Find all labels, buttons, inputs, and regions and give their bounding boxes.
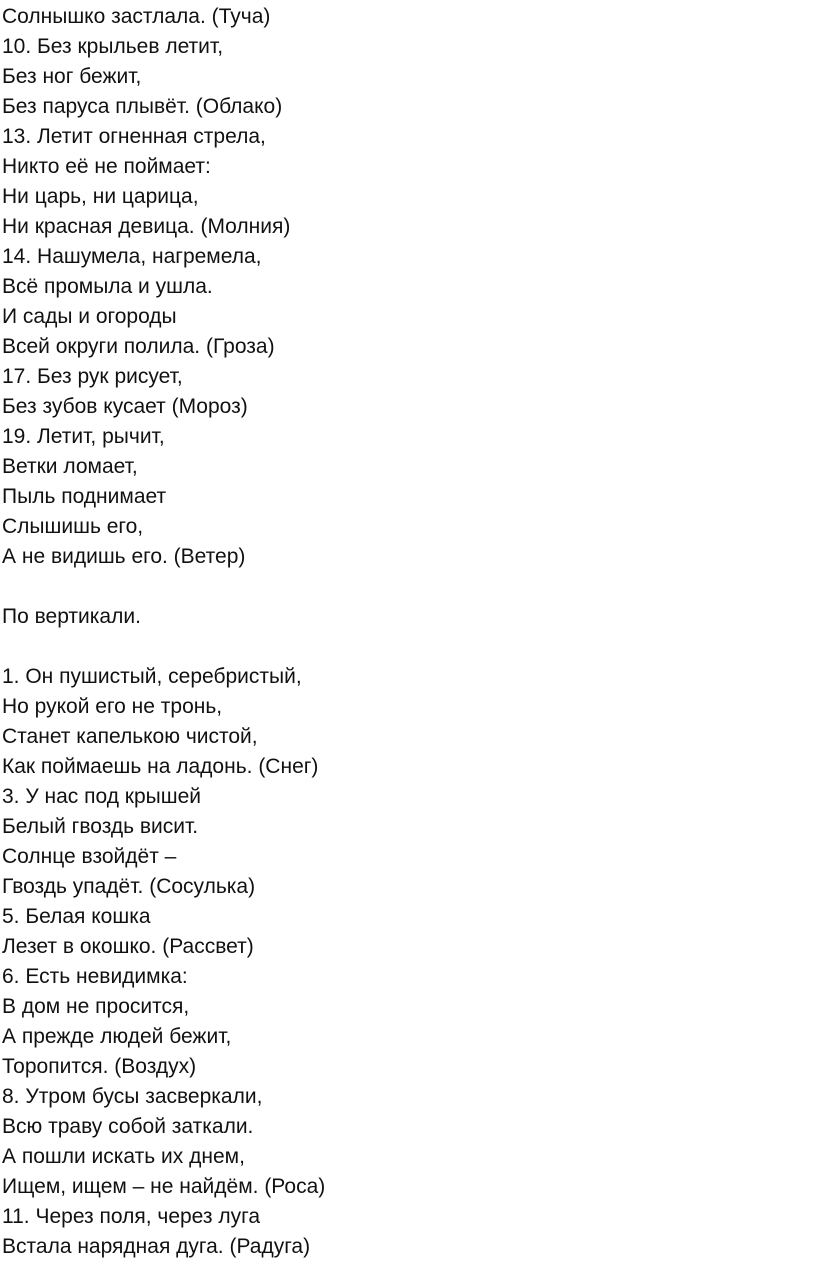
document-page <box>2 2 812 1262</box>
text-line: 13. Летит огненная стрела, <box>2 125 266 148</box>
blank-line <box>2 632 812 662</box>
text-line: Станет капелькою чистой, <box>2 725 258 748</box>
text-line: Солнце взойдёт – <box>2 845 177 868</box>
text-line: Гвоздь упадёт. (Сосулька) <box>2 875 256 898</box>
riddles-block-1 <box>2 2 812 572</box>
text-line: Торопится. (Воздух) <box>2 1055 197 1078</box>
text-line: Ни царь, ни царица, <box>2 185 199 208</box>
text-line: Пыль поднимает <box>2 485 167 508</box>
text-line: Встала нарядная дуга. (Радуга) <box>2 1235 311 1258</box>
text-line: Лезет в окошко. (Рассвет) <box>2 935 254 958</box>
text-line: В дом не просится, <box>2 995 190 1018</box>
text-line: Белый гвоздь висит. <box>2 815 199 838</box>
text-line: 3. У нас под крышей <box>2 785 202 808</box>
text-line: Всю траву собой заткали. <box>2 1115 254 1138</box>
text-line: Солнышко застлала. (Туча) <box>2 5 271 28</box>
text-line: А не видишь его. (Ветер) <box>2 545 246 568</box>
text-line: Всё промыла и ушла. <box>2 275 213 298</box>
text-line: Ни красная девица. (Молния) <box>2 215 291 238</box>
text-line: 19. Летит, рычит, <box>2 425 165 448</box>
text-line: 10. Без крыльев летит, <box>2 35 224 58</box>
text-line: 5. Белая кошка <box>2 905 151 928</box>
text-line: Ищем, ищем – не найдём. (Роса) <box>2 1175 326 1198</box>
text-line: Всей округи полила. (Гроза) <box>2 335 275 358</box>
text-line: А пошли искать их днем, <box>2 1145 245 1168</box>
riddles-block-2 <box>2 662 812 1262</box>
text-line: 11. Через поля, через луга <box>2 1205 260 1228</box>
text-line: 14. Нашумела, нагремела, <box>2 245 262 268</box>
section-heading: По вертикали. <box>2 605 141 628</box>
text-line: Слышишь его, <box>2 515 144 538</box>
text-line: Но рукой его не тронь, <box>2 695 223 718</box>
text-line: Ветки ломает, <box>2 455 138 478</box>
text-line: Как поймаешь на ладонь. (Снег) <box>2 755 319 778</box>
text-line: Никто её не поймает: <box>2 155 211 178</box>
text-line: Без паруса плывёт. (Облако) <box>2 95 283 118</box>
text-line: А прежде людей бежит, <box>2 1025 232 1048</box>
text-line: 1. Он пушистый, серебристый, <box>2 665 302 688</box>
text-line: Без ног бежит, <box>2 65 142 88</box>
text-line: Без зубов кусает (Мороз) <box>2 395 248 418</box>
blank-line <box>2 572 812 602</box>
text-line: 17. Без рук рисует, <box>2 365 183 388</box>
text-line: И сады и огороды <box>2 305 177 328</box>
text-line: 8. Утром бусы засверкали, <box>2 1085 263 1108</box>
text-line: 6. Есть невидимка: <box>2 965 188 988</box>
